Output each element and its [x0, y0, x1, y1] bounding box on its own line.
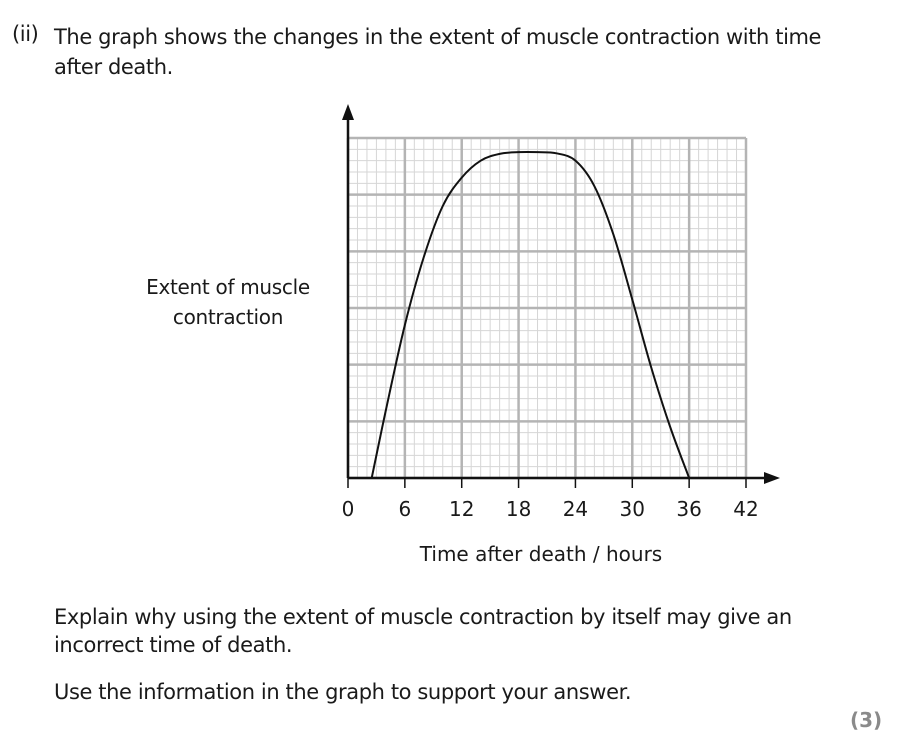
x-axis-label: Time after death / hours: [419, 542, 663, 566]
x-tick-label: 24: [562, 497, 589, 521]
x-axis-arrow-icon: [764, 472, 780, 484]
question-stem: The graph shows the changes in the extent of muscle contraction with time after death.: [54, 25, 822, 79]
chart-x-ticks: [342, 478, 759, 521]
instruction-text: Use the information in the graph to support your answer.: [54, 680, 632, 704]
x-tick-label: 42: [733, 497, 759, 521]
y-axis-label: Extent of muscle contraction: [146, 275, 310, 329]
question-part-number: (ii): [12, 22, 39, 46]
x-tick-label: 18: [505, 497, 532, 521]
explain-prompt: Explain why using the extent of muscle contraction by itself may give an incorrect time of death.: [54, 605, 792, 657]
x-tick-label: 30: [619, 497, 646, 521]
marks-indicator: (3): [850, 708, 883, 732]
x-tick-label: 36: [676, 497, 702, 521]
y-axis-arrow-icon: [342, 104, 354, 120]
x-tick-label: 6: [398, 497, 412, 521]
x-tick-label: 0: [341, 497, 355, 521]
x-tick-label: 12: [448, 497, 475, 521]
